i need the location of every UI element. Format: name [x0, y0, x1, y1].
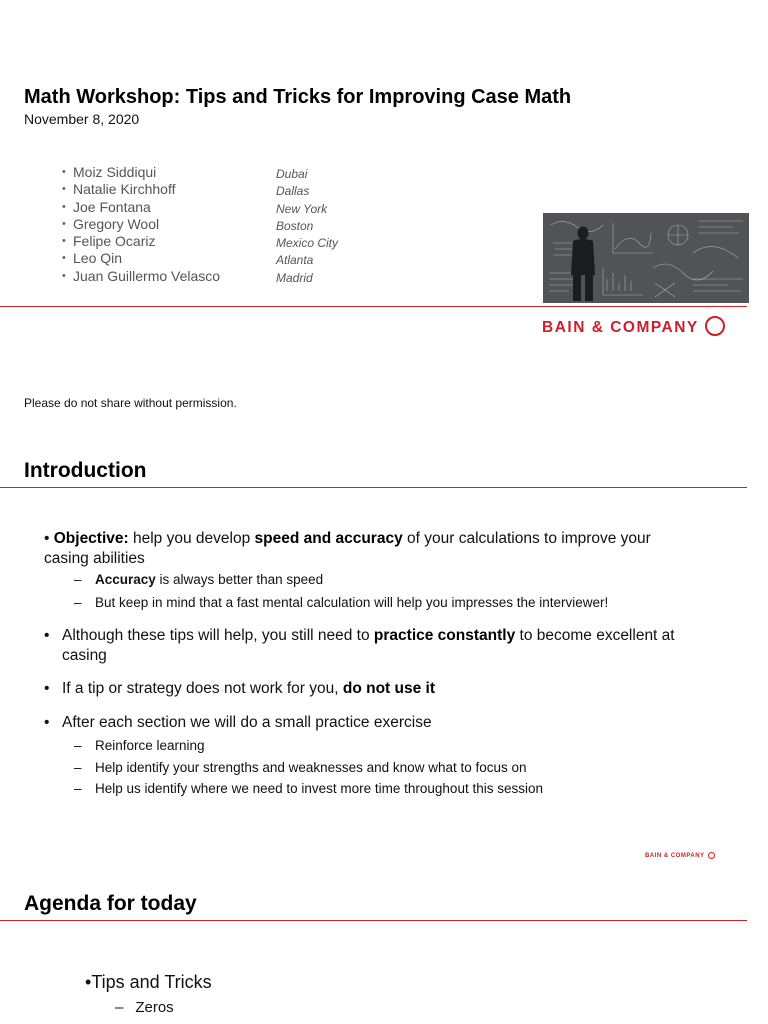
sub-text: Help identify your strengths and weaknesses and know what to focus on: [95, 760, 527, 775]
agenda-divider: [0, 920, 747, 921]
sub-text: Help us identify where we need to invest more time throughout this session: [95, 781, 543, 796]
bullet-dot: •: [44, 530, 54, 547]
bullet-dot: •: [44, 714, 50, 731]
bullet-text: help you develop: [128, 530, 255, 547]
bullet-text: If a tip or strategy does not work for you,: [62, 680, 343, 697]
intro-bullet-practice: [44, 626, 704, 670]
intro-divider: [0, 487, 747, 488]
presenter-row: • Juan Guillermo Velasco Madrid: [62, 267, 313, 285]
objective-label: Objective:: [53, 530, 129, 547]
presenter-city: Dubai: [276, 167, 308, 181]
chalkboard-illustration: [543, 213, 749, 303]
presenter-row: • Natalie Kirchhoff Dallas: [62, 181, 310, 199]
presenter-city: Dallas: [276, 184, 310, 199]
agenda-heading: Agenda for today: [24, 892, 197, 915]
agenda-item: [85, 972, 212, 993]
presenter-city: Boston: [276, 218, 314, 233]
presenter-list: [62, 164, 382, 285]
title-divider: [0, 306, 747, 307]
bullet-text: After each section we will do a small practice exercise: [62, 714, 432, 731]
presenter-row: • Leo Qin Atlanta: [62, 250, 314, 268]
presenter-name: Gregory Wool: [73, 215, 160, 232]
bullet-dot: •: [44, 627, 50, 644]
agenda-sub-item: [115, 999, 174, 1016]
presenter-city: Mexico City: [276, 236, 339, 251]
logo-circle-icon: [705, 316, 725, 336]
bullet-text: of your calculations to improve your casing abilities: [44, 530, 651, 567]
sub-text: is always better than speed: [155, 572, 324, 587]
bullet-emphasis: practice constantly: [373, 627, 516, 644]
intro-bullet-strategy: [44, 679, 704, 701]
bullet-emphasis: speed and accuracy: [254, 530, 403, 547]
presenter-city: New York: [276, 201, 328, 216]
logo-text: BAIN & COMPANY: [542, 319, 699, 337]
bullet-emphasis: do not use it: [342, 680, 435, 697]
bain-logo-small: [645, 852, 715, 859]
agenda-item-text: Tips and Tricks: [91, 972, 212, 992]
presenter-name: Juan Guillermo Velasco: [73, 267, 221, 284]
presenter-name: Joe Fontana: [73, 198, 151, 215]
dash: –: [115, 999, 124, 1016]
presenter-row: • Joe Fontana New York: [62, 198, 328, 216]
presenter-row: • Moiz Siddiqui Dubai: [62, 164, 308, 181]
logo-circle-icon: [708, 852, 715, 859]
disclaimer-text: Please do not share without permission.: [24, 396, 237, 410]
intro-heading: Introduction: [24, 459, 147, 482]
presenter-city: Atlanta: [276, 253, 314, 268]
sub-text: Reinforce learning: [95, 738, 205, 753]
sub-emphasis: Accuracy: [95, 572, 156, 587]
bullet-text: Although these tips will help, you still need to: [62, 627, 374, 644]
presenter-name: Natalie Kirchhoff: [73, 181, 176, 198]
bullet-dot: •: [44, 680, 50, 697]
bain-logo: [542, 318, 725, 338]
intro-bullet-exercise: [44, 713, 704, 735]
presenter-name: Felipe Ocariz: [73, 233, 156, 250]
chalkboard-photo: [543, 213, 749, 303]
bullet-dot: •: [85, 972, 92, 992]
agenda-sub-text: Zeros: [135, 999, 174, 1016]
workshop-title: Math Workshop: Tips and Tricks for Improving Case Math: [24, 86, 572, 108]
presenter-row: • Felipe Ocariz Mexico City: [62, 233, 339, 251]
presenter-city: Madrid: [276, 270, 313, 285]
workshop-date: November 8, 2020: [24, 111, 140, 127]
presenter-name: Moiz Siddiqui: [73, 164, 157, 180]
presenter-row: • Gregory Wool Boston: [62, 215, 314, 233]
bullet-text: to become excellent at casing: [62, 627, 675, 664]
intro-bullet-objective: [44, 529, 694, 569]
logo-text: BAIN & COMPANY: [645, 853, 705, 860]
sub-text: But keep in mind that a fast mental calculation will help you impresses the interviewer!: [95, 595, 609, 610]
presenter-name: Leo Qin: [73, 250, 123, 267]
